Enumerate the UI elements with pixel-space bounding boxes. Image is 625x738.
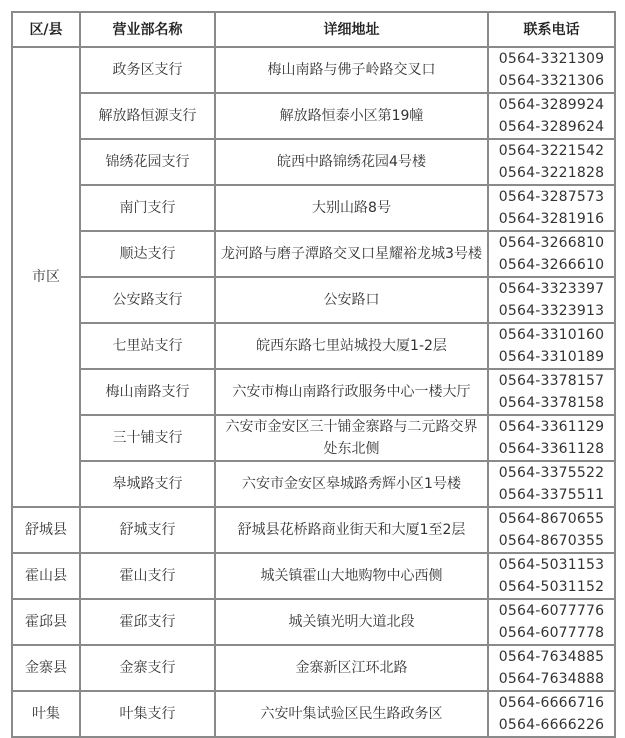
phone-number: 0564-3323397 bbox=[498, 281, 605, 297]
table-row bbox=[12, 323, 615, 369]
phone-number: 0564-3289924 bbox=[498, 97, 605, 113]
district-cell: 霍邱县 bbox=[12, 599, 80, 645]
phone-number: 0564-6077776 bbox=[498, 603, 605, 619]
phone-number: 0564-3321306 bbox=[498, 73, 605, 89]
phone-number: 0564-3221828 bbox=[498, 165, 605, 181]
table-row bbox=[12, 415, 615, 461]
header-row bbox=[12, 12, 615, 47]
branch-name-cell: 南门支行 bbox=[80, 185, 215, 231]
branch-name-cell: 政务区支行 bbox=[80, 47, 215, 93]
phone-number: 0564-6666226 bbox=[498, 717, 605, 733]
phone-number: 0564-7634885 bbox=[498, 649, 605, 665]
header-district: 区/县 bbox=[12, 12, 80, 47]
phone-cell bbox=[488, 645, 615, 691]
address-cell: 金寨新区江环北路 bbox=[215, 645, 488, 691]
address-cell: 六安叶集试验区民生路政务区 bbox=[215, 691, 488, 737]
branch-name-cell: 七里站支行 bbox=[80, 323, 215, 369]
branch-table bbox=[11, 11, 616, 738]
district-cell: 舒城县 bbox=[12, 507, 80, 553]
table-row bbox=[12, 599, 615, 645]
address-cell: 六安市金安区三十铺金寨路与二元路交界处东北侧 bbox=[215, 415, 488, 461]
address-cell: 大别山路8号 bbox=[215, 185, 488, 231]
table-row bbox=[12, 185, 615, 231]
phone-number: 0564-3323913 bbox=[498, 303, 605, 319]
table-row bbox=[12, 277, 615, 323]
district-cell: 金寨县 bbox=[12, 645, 80, 691]
phone-cell bbox=[488, 231, 615, 277]
table-row bbox=[12, 507, 615, 553]
district-cell: 叶集 bbox=[12, 691, 80, 737]
branch-name-cell: 锦绣花园支行 bbox=[80, 139, 215, 185]
branch-name-cell: 舒城支行 bbox=[80, 507, 215, 553]
phone-number: 0564-3321309 bbox=[498, 51, 605, 67]
phone-number: 0564-3281916 bbox=[498, 211, 605, 227]
phone-number: 0564-8670355 bbox=[498, 533, 605, 549]
branch-name-cell: 金寨支行 bbox=[80, 645, 215, 691]
address-cell: 舒城县花桥路商业街天和大厦1至2层 bbox=[215, 507, 488, 553]
phone-cell bbox=[488, 277, 615, 323]
phone-number: 0564-3361129 bbox=[498, 419, 605, 435]
phone-cell bbox=[488, 93, 615, 139]
phone-number: 0564-7634888 bbox=[498, 671, 605, 687]
phone-number: 0564-6077778 bbox=[498, 625, 605, 641]
phone-number: 0564-3310160 bbox=[498, 327, 605, 343]
address-cell: 龙河路与磨子潭路交叉口星耀裕龙城3号楼 bbox=[215, 231, 488, 277]
phone-cell bbox=[488, 323, 615, 369]
table-row bbox=[12, 369, 615, 415]
address-cell: 公安路口 bbox=[215, 277, 488, 323]
phone-number: 0564-5031153 bbox=[498, 557, 605, 573]
phone-number: 0564-3266810 bbox=[498, 235, 605, 251]
address-cell: 六安市梅山南路行政服务中心一楼大厅 bbox=[215, 369, 488, 415]
phone-number: 0564-3287573 bbox=[498, 189, 605, 205]
phone-number: 0564-3310189 bbox=[498, 349, 605, 365]
phone-number: 0564-3221542 bbox=[498, 143, 605, 159]
phone-cell bbox=[488, 553, 615, 599]
table-row bbox=[12, 139, 615, 185]
branch-name-cell: 叶集支行 bbox=[80, 691, 215, 737]
branch-name-cell: 三十铺支行 bbox=[80, 415, 215, 461]
branch-name-cell: 霍邱支行 bbox=[80, 599, 215, 645]
phone-number: 0564-6666716 bbox=[498, 695, 605, 711]
branch-name-cell: 皋城路支行 bbox=[80, 461, 215, 507]
phone-number: 0564-3375511 bbox=[498, 487, 605, 503]
header-address: 详细地址 bbox=[215, 12, 488, 47]
district-cell: 霍山县 bbox=[12, 553, 80, 599]
phone-number: 0564-3378158 bbox=[498, 395, 605, 411]
phone-cell bbox=[488, 139, 615, 185]
phone-cell bbox=[488, 369, 615, 415]
branch-name-cell: 解放路恒源支行 bbox=[80, 93, 215, 139]
table-row bbox=[12, 691, 615, 737]
phone-cell bbox=[488, 185, 615, 231]
address-cell: 梅山南路与佛子岭路交叉口 bbox=[215, 47, 488, 93]
header-branch-name: 营业部名称 bbox=[80, 12, 215, 47]
district-cell: 市区 bbox=[12, 47, 80, 507]
address-cell: 城关镇光明大道北段 bbox=[215, 599, 488, 645]
phone-number: 0564-3289624 bbox=[498, 119, 605, 135]
table-row bbox=[12, 93, 615, 139]
address-cell: 皖西中路锦绣花园4号楼 bbox=[215, 139, 488, 185]
branch-name-cell: 霍山支行 bbox=[80, 553, 215, 599]
address-cell: 解放路恒泰小区第19幢 bbox=[215, 93, 488, 139]
phone-cell bbox=[488, 461, 615, 507]
header-phone: 联系电话 bbox=[488, 12, 615, 47]
address-cell: 城关镇霍山大地购物中心西侧 bbox=[215, 553, 488, 599]
table-body bbox=[12, 47, 615, 737]
table-row bbox=[12, 231, 615, 277]
branch-name-cell: 梅山南路支行 bbox=[80, 369, 215, 415]
phone-number: 0564-8670655 bbox=[498, 511, 605, 527]
table-row bbox=[12, 553, 615, 599]
branch-name-cell: 公安路支行 bbox=[80, 277, 215, 323]
branch-name-cell: 顺达支行 bbox=[80, 231, 215, 277]
phone-number: 0564-3375522 bbox=[498, 465, 605, 481]
phone-cell bbox=[488, 691, 615, 737]
phone-cell bbox=[488, 599, 615, 645]
phone-number: 0564-3378157 bbox=[498, 373, 605, 389]
address-cell: 皖西东路七里站城投大厦1-2层 bbox=[215, 323, 488, 369]
table-row bbox=[12, 47, 615, 93]
phone-number: 0564-3361128 bbox=[498, 441, 605, 457]
phone-number: 0564-5031152 bbox=[498, 579, 605, 595]
phone-cell bbox=[488, 47, 615, 93]
address-cell: 六安市金安区皋城路秀辉小区1号楼 bbox=[215, 461, 488, 507]
table-row bbox=[12, 645, 615, 691]
phone-cell bbox=[488, 415, 615, 461]
table-row bbox=[12, 461, 615, 507]
phone-number: 0564-3266610 bbox=[498, 257, 605, 273]
phone-cell bbox=[488, 507, 615, 553]
